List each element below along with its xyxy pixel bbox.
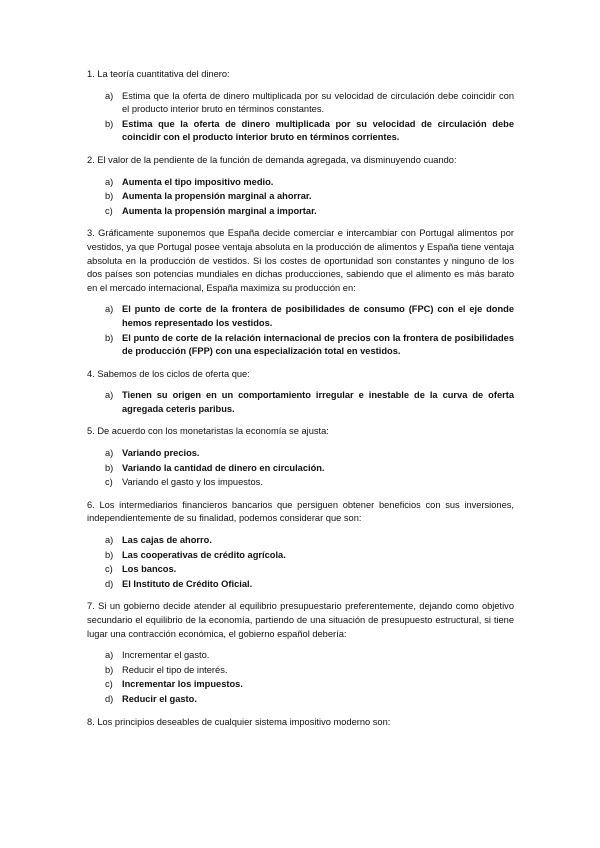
question-text: 5. De acuerdo con los monetaristas la economía se ajusta: <box>87 426 329 437</box>
option-a <box>87 176 514 190</box>
option-b <box>87 190 514 204</box>
document-page <box>87 68 514 738</box>
option-a <box>87 389 514 416</box>
option-text: Variando precios. <box>122 448 200 459</box>
options-list <box>87 303 514 358</box>
option-text: Reducir el gasto. <box>122 693 197 704</box>
option-text: Incrementar los impuestos. <box>122 679 243 690</box>
question-text: 3. Gráficamente suponemos que España decide comerciar e intercambiar con Portugal alimentos por vestidos, ya que Portugal posee ventaja absoluta en la producción de alimentos y España tiene ventaja absoluta en la producción de vestidos. Si los costes de oportunidad son constantes y ninguno de los dos países son potencias mundiales en dichas producciones, sabiendo que el alimento es más barato en el mercado internacional, España maximiza su producción en: <box>87 228 514 293</box>
option-text: El Instituto de Crédito Oficial. <box>122 578 253 589</box>
question-text: 4. Sabemos de los ciclos de oferta que: <box>87 368 250 379</box>
question-text: 2. El valor de la pendiente de la función de demanda agregada, va disminuyendo cuando: <box>87 154 457 165</box>
question-4 <box>87 368 514 417</box>
option-letter: c) <box>105 564 113 575</box>
option-letter: a) <box>105 535 114 546</box>
option-text: Reducir el tipo de interés. <box>122 664 228 675</box>
option-letter: a) <box>105 650 114 661</box>
option-d <box>87 693 514 707</box>
option-letter: b) <box>105 549 114 560</box>
option-b <box>87 664 514 678</box>
option-text: Aumenta el tipo impositivo medio. <box>122 176 274 187</box>
option-a <box>87 303 514 330</box>
options-list <box>87 176 514 219</box>
option-c <box>87 678 514 692</box>
option-text: Tienen su origen en un comportamiento irregular e inestable de la curva de oferta agregada ceteris paribus. <box>122 390 514 414</box>
option-letter: c) <box>105 477 113 488</box>
option-a <box>87 90 514 117</box>
option-d <box>87 578 514 592</box>
options-list <box>87 447 514 490</box>
option-b <box>87 549 514 563</box>
option-text: Estima que la oferta de dinero multiplicada por su velocidad de circulación debe coincidir con el producto interior bruto en términos corrientes. <box>122 118 514 143</box>
option-letter: a) <box>105 448 114 459</box>
option-c <box>87 205 514 219</box>
option-c <box>87 563 514 577</box>
option-a <box>87 447 514 461</box>
option-letter: b) <box>105 664 114 675</box>
option-letter: b) <box>105 118 114 129</box>
question-3 <box>87 227 514 358</box>
option-letter: a) <box>105 390 114 401</box>
option-c <box>87 476 514 490</box>
options-list <box>87 90 514 145</box>
question-5 <box>87 425 514 489</box>
option-letter: a) <box>105 304 114 315</box>
option-text: Los bancos. <box>122 564 177 575</box>
question-8 <box>87 716 514 730</box>
option-text: El punto de corte de la relación internacional de precios con la frontera de posibilidades de producción (FPP) con una especialización total en vestidos. <box>122 332 514 357</box>
option-letter: c) <box>105 679 113 690</box>
option-b <box>87 462 514 476</box>
options-list <box>87 649 514 706</box>
option-text: Incrementar el gasto. <box>122 650 210 661</box>
option-letter: d) <box>105 578 114 589</box>
option-text: El punto de corte de la frontera de posibilidades de consumo (FPC) con el eje donde hemos representado los vestidos. <box>122 304 514 328</box>
option-letter: b) <box>105 191 114 202</box>
question-2 <box>87 154 514 218</box>
question-text: 6. Los intermediarios financieros bancarios que persiguen obtener beneficios con sus inversiones, independientemente de su finalidad, podemos considerar que son: <box>87 499 514 524</box>
option-text: Variando la cantidad de dinero en circulación. <box>122 462 325 473</box>
option-text: Variando el gasto y los impuestos. <box>122 477 263 488</box>
question-1 <box>87 68 514 145</box>
option-b <box>87 332 514 359</box>
question-7 <box>87 600 514 706</box>
question-text: 1. La teoría cuantitativa del dinero: <box>87 69 230 79</box>
option-a <box>87 534 514 548</box>
option-b <box>87 118 514 145</box>
option-text: Las cajas de ahorro. <box>122 535 212 546</box>
option-text: Aumenta la propensión marginal a importar. <box>122 205 317 216</box>
option-letter: a) <box>105 176 114 187</box>
question-6 <box>87 499 514 592</box>
question-text: 8. Los principios deseables de cualquier sistema impositivo moderno son: <box>87 716 391 727</box>
option-text: Estima que la oferta de dinero multiplicada por su velocidad de circulación debe coincidir con el producto interior bruto en términos constantes. <box>122 90 514 115</box>
option-letter: a) <box>105 90 114 101</box>
option-letter: b) <box>105 462 114 473</box>
option-letter: b) <box>105 332 114 343</box>
option-letter: d) <box>105 693 114 704</box>
options-list <box>87 534 514 591</box>
option-letter: c) <box>105 205 113 216</box>
options-list <box>87 389 514 416</box>
option-a <box>87 649 514 663</box>
option-text: Aumenta la propensión marginal a ahorrar. <box>122 191 312 202</box>
option-text: Las cooperativas de crédito agrícola. <box>122 549 286 560</box>
question-text: 7. Si un gobierno decide atender al equilibrio presupuestario preferentemente, dejando como objetivo secundario el equilibrio de la economía, partiendo de una situación de presupuesto estructural, si tiene lugar una contracción económica, el gobierno español debería: <box>87 601 514 639</box>
